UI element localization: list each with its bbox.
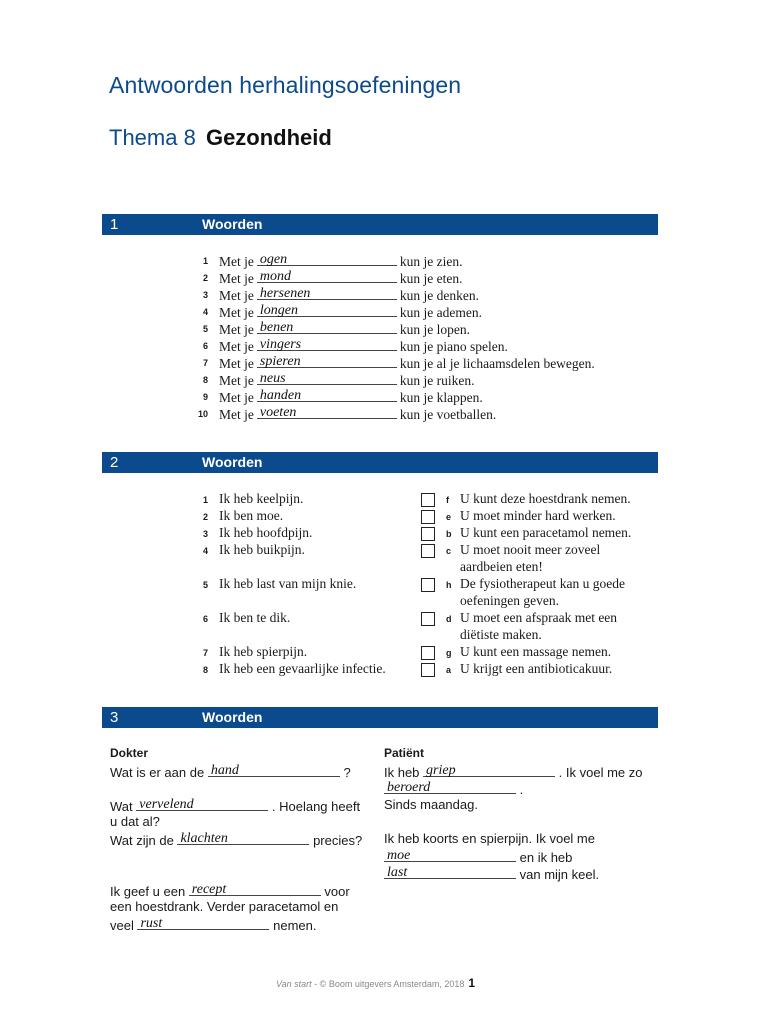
answer: neus <box>259 371 286 386</box>
item-number: 6 <box>202 614 208 624</box>
answer: benen <box>259 320 294 335</box>
answer: mond <box>259 269 291 284</box>
section-number: 3 <box>110 709 119 726</box>
item-number: 5 <box>202 580 208 590</box>
doctor-line-3: u dat al? <box>110 814 160 829</box>
fill-in-row <box>219 405 496 422</box>
item-number: 2 <box>202 512 208 522</box>
answer-blank <box>384 865 516 879</box>
text: precies? <box>313 833 363 848</box>
item-number: 7 <box>202 648 208 658</box>
section-number: 1 <box>110 216 119 233</box>
text: . Ik voel me zo <box>558 765 643 780</box>
text: Wat is er aan de <box>110 765 205 780</box>
advice-text: U kunt een paracetamol nemen. <box>460 525 632 540</box>
text: kun je piano spelen. <box>399 339 508 354</box>
text: Ik geef u een <box>110 884 186 899</box>
answer-letter: e <box>446 512 452 522</box>
text: Met je <box>219 356 254 371</box>
answer-blank <box>257 405 397 419</box>
match-checkbox[interactable] <box>421 612 435 626</box>
fill-in-row <box>219 286 479 303</box>
answer: longen <box>259 303 298 318</box>
answer-letter: f <box>446 495 449 505</box>
fill-in-row <box>219 337 508 354</box>
answer: moe <box>387 848 411 863</box>
answer: spieren <box>259 354 301 369</box>
complaint-text: Ik ben te dik. <box>219 610 291 625</box>
item-number: 3 <box>202 529 208 539</box>
patient-heading: Patiënt <box>384 746 425 760</box>
match-checkbox[interactable] <box>421 663 435 677</box>
answer-blank <box>257 252 397 266</box>
answer-letter: g <box>446 648 452 658</box>
fill-in-row <box>219 371 474 388</box>
patient-line-3: Sinds maandag. <box>384 797 478 812</box>
text: en ik heb <box>519 850 573 865</box>
text: kun je eten. <box>399 271 463 286</box>
text: Met je <box>219 339 254 354</box>
text: Met je <box>219 322 254 337</box>
fill-in-row <box>219 388 483 405</box>
text: Wat <box>110 799 133 814</box>
fill-in-row <box>219 269 462 286</box>
complaint-text: Ik heb buikpijn. <box>219 542 305 557</box>
answer-blank <box>208 763 340 777</box>
text: kun je klappen. <box>399 390 483 405</box>
text: veel <box>110 918 134 933</box>
item-number: 1 <box>202 495 208 505</box>
answer: ogen <box>259 252 288 267</box>
text: Met je <box>219 305 254 320</box>
advice-text: U kunt een massage nemen. <box>460 644 612 659</box>
advice-text: U moet een afspraak met een <box>460 610 618 625</box>
book-title: Van start <box>276 979 312 989</box>
text: van mijn keel. <box>519 867 600 882</box>
answer-blank <box>384 780 516 794</box>
match-checkbox[interactable] <box>421 493 435 507</box>
answer-blank <box>137 916 269 930</box>
answer-letter: h <box>446 580 452 590</box>
advice-text: diëtiste maken. <box>460 627 542 642</box>
item-number: 9 <box>202 392 208 402</box>
theme-heading <box>109 125 332 151</box>
advice-text: U kunt deze hoestdrank nemen. <box>460 491 631 506</box>
match-checkbox[interactable] <box>421 527 435 541</box>
answer-blank <box>423 763 555 777</box>
answer-blank <box>257 337 397 351</box>
answer-blank <box>257 303 397 317</box>
complaint-text: Ik ben moe. <box>219 508 284 523</box>
answer: hersenen <box>259 286 311 301</box>
doctor-line-2 <box>110 797 360 814</box>
fill-in-row <box>219 354 595 371</box>
item-number: 2 <box>202 273 208 283</box>
text: kun je lopen. <box>399 322 470 337</box>
answer-blank <box>136 797 268 811</box>
item-number: 5 <box>202 324 208 334</box>
item-number: 7 <box>202 358 208 368</box>
section-3-header <box>102 707 658 728</box>
doctor-line-6: een hoestdrank. Verder paracetamol en <box>110 899 339 914</box>
item-number: 3 <box>202 290 208 300</box>
advice-text: De fysiotherapeut kan u goede <box>460 576 625 591</box>
answer-blank <box>257 388 397 402</box>
match-checkbox[interactable] <box>421 578 435 592</box>
doctor-heading: Dokter <box>110 746 149 760</box>
patient-line-5 <box>384 848 572 865</box>
advice-text: U moet minder hard werken. <box>460 508 616 523</box>
answer: last <box>387 865 408 880</box>
doctor-line-5 <box>110 882 350 899</box>
item-number: 1 <box>202 256 208 266</box>
item-number: 8 <box>202 375 208 385</box>
patient-line-4: Ik heb koorts en spierpijn. Ik voel me <box>384 831 595 846</box>
answer-blank <box>257 354 397 368</box>
advice-text: aardbeien eten! <box>460 559 543 574</box>
text: kun je zien. <box>399 254 463 269</box>
text: Met je <box>219 373 254 388</box>
patient-line-2 <box>384 780 523 797</box>
answer: recept <box>191 882 227 897</box>
answer: handen <box>259 388 302 403</box>
item-number: 10 <box>197 409 208 419</box>
copyright: - © Boom uitgevers Amsterdam, 2018 <box>311 979 465 989</box>
complaint-text: Ik heb hoofdpijn. <box>219 525 313 540</box>
fill-in-row <box>219 252 462 269</box>
complaint-text: Ik heb last van mijn knie. <box>219 576 357 591</box>
text: Met je <box>219 390 254 405</box>
text: kun je denken. <box>399 288 479 303</box>
text: voor <box>324 884 350 899</box>
text: Met je <box>219 254 254 269</box>
answer-blank <box>257 269 397 283</box>
match-checkbox[interactable] <box>421 646 435 660</box>
answer-blank <box>257 286 397 300</box>
complaint-text: Ik heb spierpijn. <box>219 644 308 659</box>
answer-letter: d <box>446 614 452 624</box>
fill-in-row <box>219 320 470 337</box>
text: kun je al je lichaamsdelen bewegen. <box>399 356 595 371</box>
answer: vervelend <box>139 797 194 812</box>
advice-text: U moet nooit meer zoveel <box>460 542 601 557</box>
answer-blank <box>257 371 397 385</box>
answer: beroerd <box>387 780 431 795</box>
item-number: 6 <box>202 341 208 351</box>
theme-name: Gezondheid <box>205 125 332 150</box>
answer: griep <box>426 763 456 778</box>
text: Met je <box>219 288 254 303</box>
answer: voeten <box>259 405 297 420</box>
text: ? <box>343 765 351 780</box>
answer: hand <box>210 763 239 778</box>
complaint-text: Ik heb keelpijn. <box>219 491 304 506</box>
answer-letter: b <box>446 529 452 539</box>
advice-text: U krijgt een antibioticakuur. <box>460 661 613 676</box>
section-1-header <box>102 214 658 235</box>
text: . <box>519 782 524 797</box>
answer: klachten <box>180 831 228 846</box>
match-checkbox[interactable] <box>421 510 435 524</box>
text: nemen. <box>273 918 317 933</box>
theme-label: Thema 8 <box>109 125 196 150</box>
match-checkbox[interactable] <box>421 544 435 558</box>
text: kun je ademen. <box>399 305 482 320</box>
page-title: Antwoorden herhalingsoefeningen <box>109 72 462 98</box>
page-number: 1 <box>468 976 476 990</box>
text: kun je ruiken. <box>399 373 475 388</box>
section-number: 2 <box>110 454 119 471</box>
text: Met je <box>219 407 254 422</box>
patient-line-6 <box>384 865 599 882</box>
text: . Hoelang heeft <box>271 799 361 814</box>
doctor-line-7 <box>110 916 316 933</box>
item-number: 4 <box>202 307 208 317</box>
text: kun je voetballen. <box>399 407 497 422</box>
item-number: 8 <box>202 665 208 675</box>
answer-blank <box>384 848 516 862</box>
text: Met je <box>219 271 254 286</box>
section-label: Woorden <box>202 216 263 232</box>
answer-letter: a <box>446 665 452 675</box>
text: Ik heb <box>384 765 420 780</box>
doctor-line-4 <box>110 831 362 848</box>
answer: vingers <box>259 337 302 352</box>
answer-blank <box>257 320 397 334</box>
answer-blank <box>189 882 321 896</box>
advice-text: oefeningen geven. <box>460 593 559 608</box>
section-2-header <box>102 452 658 473</box>
footer <box>276 976 475 990</box>
section-label: Woorden <box>202 709 263 725</box>
answer: rust <box>140 916 163 931</box>
answer-blank <box>177 831 309 845</box>
section-label: Woorden <box>202 454 263 470</box>
item-number: 4 <box>202 546 208 556</box>
text: Wat zijn de <box>110 833 174 848</box>
patient-line-1 <box>384 763 642 780</box>
complaint-text: Ik heb een gevaarlijke infectie. <box>219 661 386 676</box>
fill-in-row <box>219 303 482 320</box>
doctor-line-1 <box>110 763 351 780</box>
answer-letter: c <box>446 546 452 556</box>
